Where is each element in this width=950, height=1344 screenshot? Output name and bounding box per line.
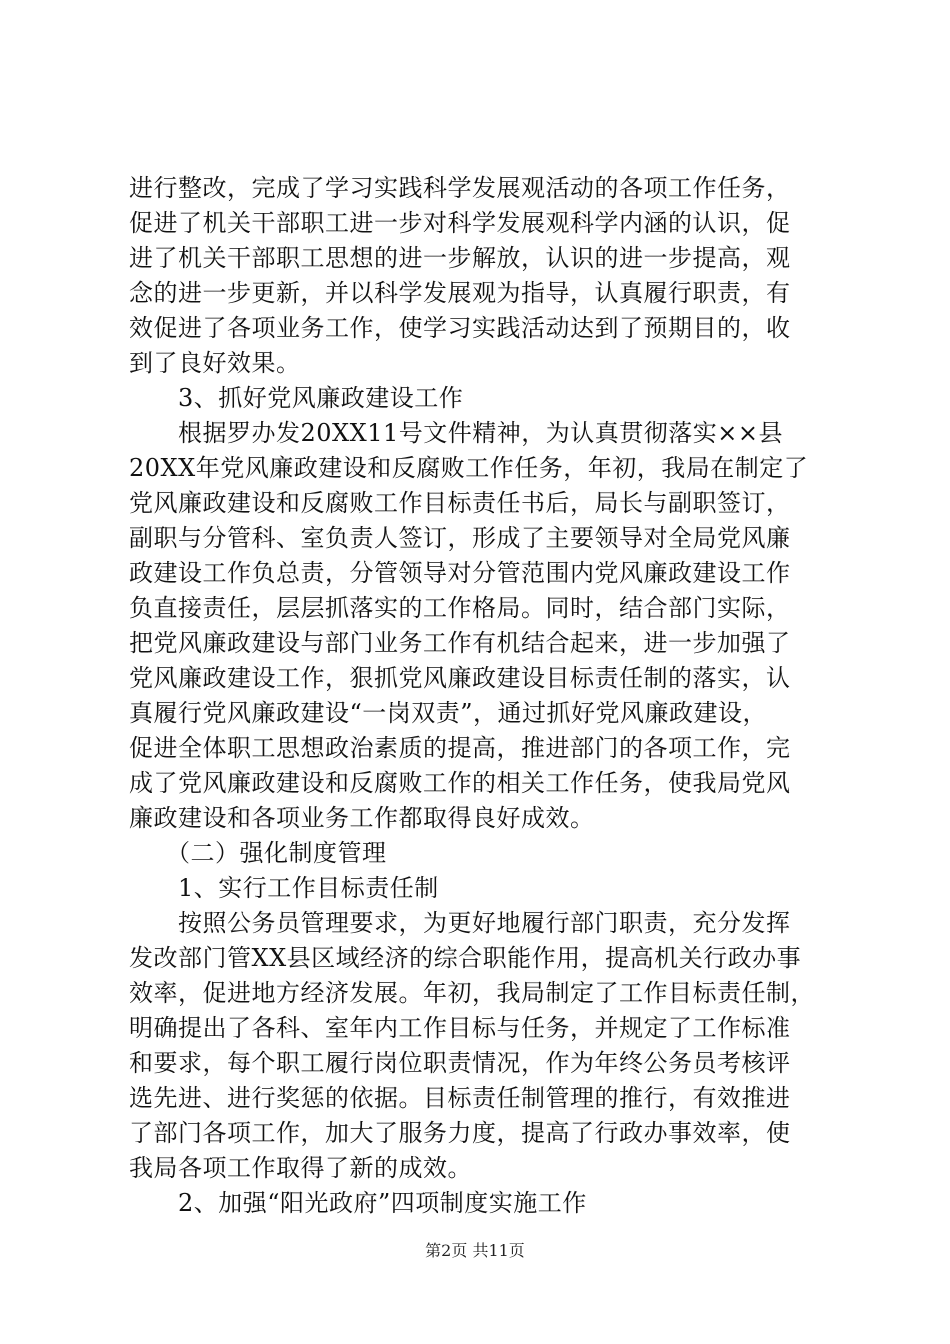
text-line: 负直接责任，层层抓落实的工作格局。同时，结合部门实际， [129, 594, 791, 622]
text-line: 到了良好效果。 [129, 349, 301, 377]
text-line: 效率，促进地方经济发展。年初，我局制定了工作目标责任制， [129, 979, 815, 1007]
text-line: 副职与分管科、室负责人签订，形成了主要领导对全局党风廉 [129, 524, 791, 552]
text-line: 党风廉政建设和反腐败工作目标责任书后，局长与副职签订， [129, 489, 791, 517]
text-line: 念的进一步更新，并以科学发展观为指导，认真履行职责，有 [129, 279, 791, 307]
text-line: 按照公务员管理要求，为更好地履行部门职责，充分发挥 [129, 909, 791, 937]
text-line: 发改部门管XX县区域经济的综合职能作用，提高机关行政办事 [129, 944, 802, 972]
text-line: 选先进、进行奖惩的依据。目标责任制管理的推行，有效推进 [129, 1084, 791, 1112]
text-line: 真履行党风廉政建设“一岗双责”，通过抓好党风廉政建设， [129, 699, 768, 727]
page-number-footer: 第2页 共11页 [425, 1241, 525, 1260]
section-heading: 2、加强“阳光政府”四项制度实施工作 [129, 1189, 587, 1217]
text-line: 我局各项工作取得了新的成效。 [129, 1154, 472, 1182]
text-line: 根据罗办发20XX11号文件精神，为认真贯彻落实××县 [129, 419, 783, 447]
text-line: 了部门各项工作，加大了服务力度，提高了行政办事效率，使 [129, 1119, 791, 1147]
text-line: 明确提出了各科、室年内工作目标与任务，并规定了工作标准 [129, 1014, 791, 1042]
section-heading: 1、实行工作目标责任制 [129, 874, 439, 902]
text-line: 把党风廉政建设与部门业务工作有机结合起来，进一步加强了 [129, 629, 791, 657]
text-line: 进了机关干部职工思想的进一步解放，认识的进一步提高，观 [129, 244, 791, 272]
text-line: 和要求，每个职工履行岗位职责情况，作为年终公务员考核评 [129, 1049, 791, 1077]
text-line: 党风廉政建设工作，狠抓党风廉政建设目标责任制的落实，认 [129, 664, 791, 692]
text-line: 促进全体职工思想政治素质的提高，推进部门的各项工作，完 [129, 734, 791, 762]
text-line: 进行整改，完成了学习实践科学发展观活动的各项工作任务， [129, 174, 791, 202]
text-line: 成了党风廉政建设和反腐败工作的相关工作任务，使我局党风 [129, 769, 791, 797]
section-heading: 3、抓好党风廉政建设工作 [129, 384, 464, 412]
text-line: 效促进了各项业务工作，使学习实践活动达到了预期目的，收 [129, 314, 791, 342]
text-line: 20XX年党风廉政建设和反腐败工作任务，年初，我局在制定了 [129, 454, 809, 482]
section-heading: （二）强化制度管理 [129, 839, 387, 867]
text-line: 促进了机关干部职工进一步对科学发展观科学内涵的认识，促 [129, 209, 791, 237]
text-line: 政建设工作负总责，分管领导对分管范围内党风廉政建设工作 [129, 559, 791, 587]
text-line: 廉政建设和各项业务工作都取得良好成效。 [129, 804, 595, 832]
